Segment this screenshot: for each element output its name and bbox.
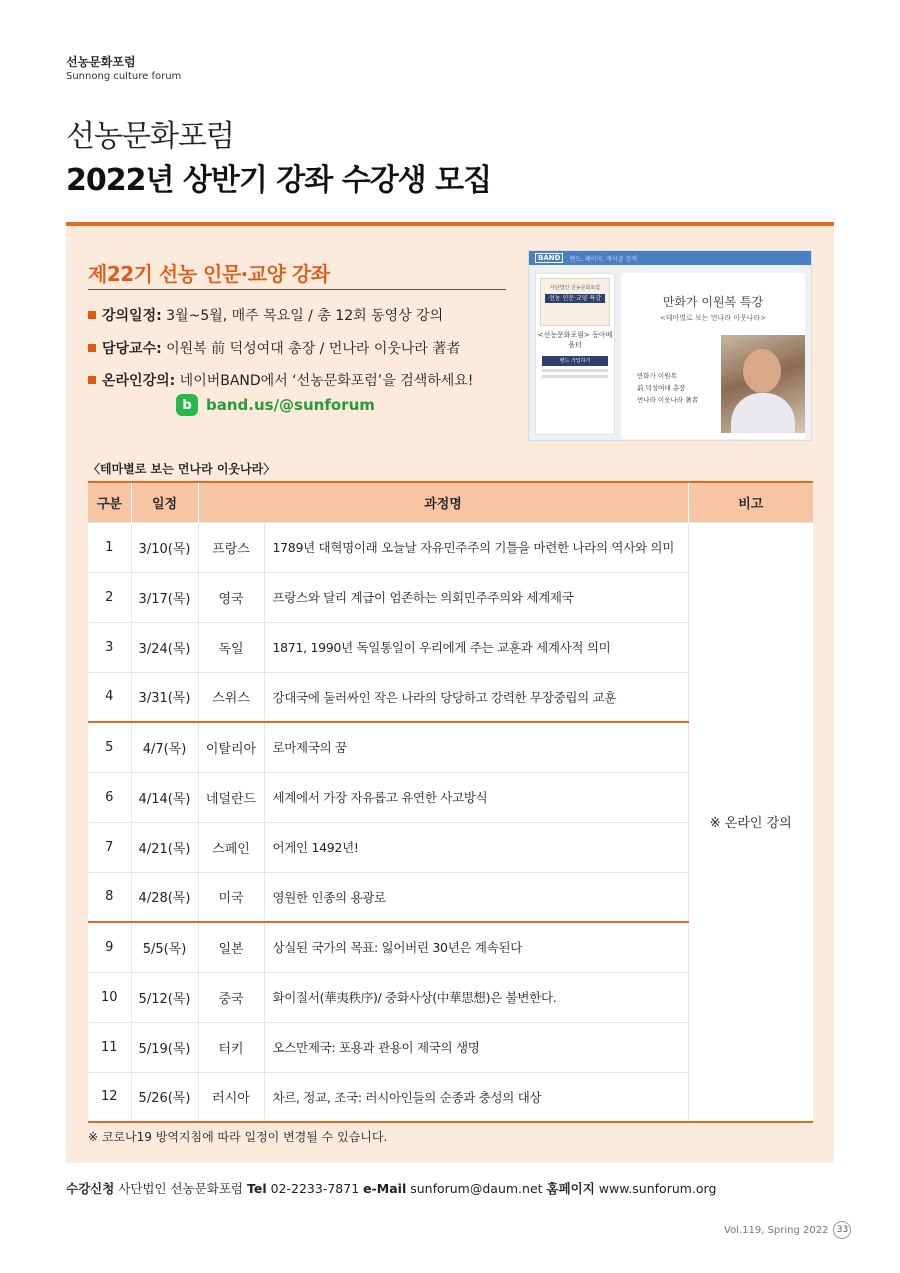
lecturer-photo [721, 335, 805, 433]
cell-date: 3/10(목) [131, 522, 198, 572]
band-name: <선농문화포럼> 동아베움터 [537, 331, 613, 349]
tel-label: Tel [246, 1181, 267, 1196]
online-value: 네이버BAND에서 ‘선농문화포럼’을 검색하세요! [175, 373, 474, 389]
cell-country: 영국 [198, 572, 264, 622]
band-thumbnail [540, 278, 610, 326]
band-post-card [621, 273, 805, 439]
cell-topic: 프랑스와 달리 계급이 엄존하는 의회민주주의와 세계제국 [264, 572, 688, 622]
cell-country: 스페인 [198, 822, 264, 872]
cell-date: 4/21(목) [131, 822, 198, 872]
table-subtitle: 〈테마별로 보는 먼나라 이웃나라〉 [88, 462, 276, 476]
card-subtitle: <테마별로 보는 먼나라 이웃나라> [659, 314, 767, 322]
card-line: 먼나라 이웃나라 著者 [637, 396, 699, 404]
card-title: 만화가 이원복 특강 [662, 295, 764, 309]
cell-topic: 1789년 대혁명이래 오늘날 자유민주주의 기틀을 마련한 나라의 역사와 의미 [264, 522, 688, 572]
cell-country: 터키 [198, 1022, 264, 1072]
schedule-info [88, 306, 443, 326]
contact-line [66, 1179, 716, 1197]
band-join-button: 밴드 가입하기 [542, 356, 608, 366]
band-search-hint: 밴드, 페이지, 게시글 검색 [569, 255, 637, 263]
cell-date: 3/31(목) [131, 672, 198, 722]
photo-body [731, 393, 795, 433]
cell-no: 8 [88, 872, 131, 922]
cell-date: 3/24(목) [131, 622, 198, 672]
schedule-value: 3월~5월, 매주 목요일 / 총 12회 동영상 강의 [161, 308, 444, 324]
home-value[interactable]: www.sunforum.org [594, 1181, 717, 1196]
cell-no: 5 [88, 722, 131, 772]
tel-value[interactable]: 02-2233-7871 [266, 1181, 364, 1196]
course-divider [88, 289, 506, 290]
header-no: 구분 [88, 482, 131, 522]
cell-topic: 어게인 1492년! [264, 822, 688, 872]
table-header-row [88, 482, 813, 522]
thumb-org: 사단법인 선농문화포럼 [550, 285, 600, 291]
schedule-label: 강의일정: [102, 308, 162, 324]
page-footer [724, 1221, 851, 1239]
card-line: 만화가 이원복 [637, 372, 677, 380]
band-sidebar [535, 273, 615, 435]
online-label: 온라인강의: [102, 373, 176, 389]
cell-date: 5/12(목) [131, 972, 198, 1022]
cell-topic: 1871, 1990년 독일통일이 우리에게 주는 교훈과 세계사적 의미 [264, 622, 688, 672]
header-note: 비고 [688, 482, 813, 522]
placeholder-line [542, 369, 608, 372]
card-line: 前 덕성여대 총장 [637, 384, 686, 392]
cell-country: 스위스 [198, 672, 264, 722]
cell-country: 미국 [198, 872, 264, 922]
cell-topic: 화이질서(華夷秩序)/ 중화사상(中華思想)은 불변한다. [264, 972, 688, 1022]
cell-no: 11 [88, 1022, 131, 1072]
cell-no: 6 [88, 772, 131, 822]
cell-no: 10 [88, 972, 131, 1022]
bullet-square-icon [88, 311, 96, 319]
cell-no: 1 [88, 522, 131, 572]
table-row [88, 522, 813, 572]
header-course: 과정명 [198, 482, 688, 522]
thumb-band: 선농 인문·교양 특강 [545, 294, 605, 303]
cell-online-note: ※ 온라인 강의 [688, 522, 813, 1122]
online-info [88, 371, 473, 391]
placeholder-line [542, 375, 608, 378]
teacher-label: 담당교수: [102, 341, 162, 357]
mail-value[interactable]: sunforum@daum.net [406, 1181, 547, 1196]
cell-topic: 오스만제국: 포용과 관용이 제국의 생명 [264, 1022, 688, 1072]
cell-topic: 영원한 인종의 용광로 [264, 872, 688, 922]
band-icon: b [176, 394, 198, 416]
cell-no: 3 [88, 622, 131, 672]
cell-date: 5/19(목) [131, 1022, 198, 1072]
cell-no: 2 [88, 572, 131, 622]
mail-label: e-Mail [363, 1181, 407, 1196]
home-label: 홈페이지 [546, 1181, 595, 1196]
brand [66, 55, 181, 84]
teacher-value: 이원복 前 덕성여대 총장 / 먼나라 이웃나라 著者 [161, 341, 461, 357]
cell-country: 독일 [198, 622, 264, 672]
covid-footnote: ※ 코로나19 방역지침에 따라 일정이 변경될 수 있습니다. [88, 1130, 388, 1144]
cell-date: 4/14(목) [131, 772, 198, 822]
bullet-square-icon [88, 344, 96, 352]
band-screenshot [528, 250, 812, 441]
schedule-table [88, 481, 813, 1123]
issue-label: Vol.119, Spring 2022 [724, 1224, 829, 1236]
cell-country: 러시아 [198, 1072, 264, 1122]
cell-date: 3/17(목) [131, 572, 198, 622]
header-date: 일정 [131, 482, 198, 522]
apply-value: 사단법인 선농문화포럼 [114, 1181, 247, 1196]
cell-no: 12 [88, 1072, 131, 1122]
cell-country: 프랑스 [198, 522, 264, 572]
cell-topic: 세계에서 가장 자유롭고 유연한 사고방식 [264, 772, 688, 822]
cell-no: 7 [88, 822, 131, 872]
cell-no: 9 [88, 922, 131, 972]
cell-date: 4/28(목) [131, 872, 198, 922]
cell-topic: 강대국에 둘러싸인 작은 나라의 당당하고 강력한 무장중립의 교훈 [264, 672, 688, 722]
cell-no: 4 [88, 672, 131, 722]
cell-country: 중국 [198, 972, 264, 1022]
cell-country: 이탈리아 [198, 722, 264, 772]
brand-korean: 선농문화포럼 [66, 55, 136, 69]
band-link[interactable] [176, 394, 375, 416]
cell-date: 5/5(목) [131, 922, 198, 972]
bullet-square-icon [88, 376, 96, 384]
page-number: 33 [833, 1221, 851, 1239]
cell-topic: 로마제국의 꿈 [264, 722, 688, 772]
cell-country: 일본 [198, 922, 264, 972]
cell-topic: 차르, 정교, 조국: 러시아인들의 순종과 충성의 대상 [264, 1072, 688, 1122]
cell-country: 네덜란드 [198, 772, 264, 822]
photo-face [743, 349, 781, 393]
cell-topic: 상실된 국가의 목표: 잃어버린 30년은 계속된다 [264, 922, 688, 972]
band-topbar [529, 251, 811, 265]
page-title-line2: 2022년 상반기 강좌 수강생 모집 [66, 163, 492, 198]
band-logo: BAND [535, 253, 563, 263]
course-title: 제22기 선농 인문·교양 강좌 [88, 262, 330, 286]
cell-date: 4/7(목) [131, 722, 198, 772]
band-url[interactable]: band.us/@sunforum [206, 396, 375, 414]
apply-label: 수강신청 [66, 1181, 115, 1196]
teacher-info [88, 339, 460, 359]
page-title-line1: 선농문화포럼 [66, 119, 234, 154]
brand-english: Sunnong culture forum [66, 71, 182, 82]
cell-date: 5/26(목) [131, 1072, 198, 1122]
